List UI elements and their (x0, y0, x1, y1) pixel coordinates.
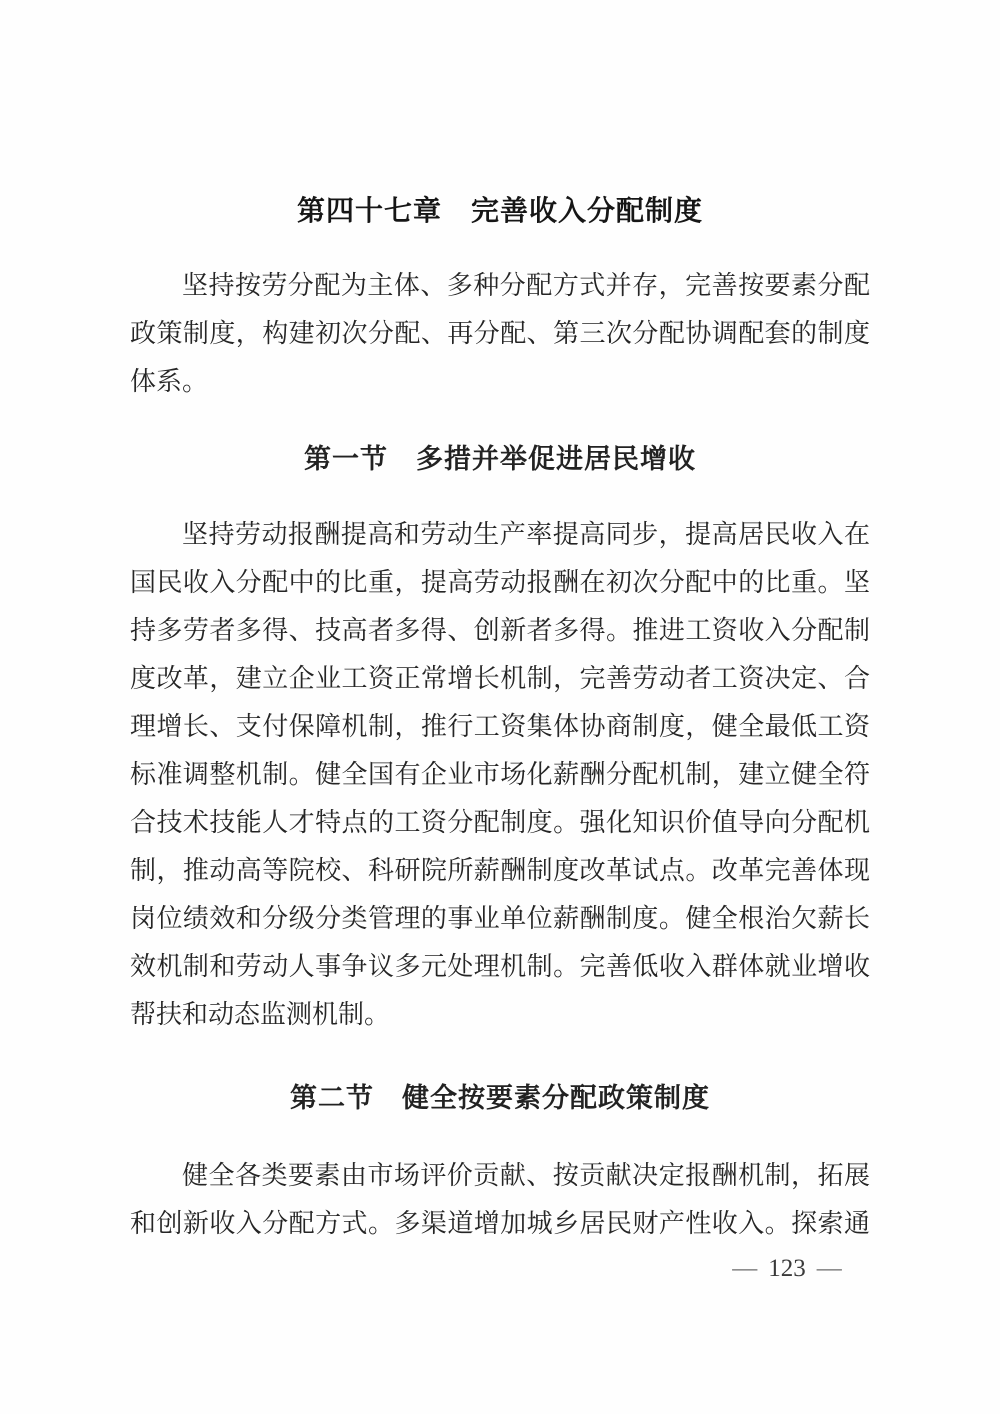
page-number-value: 123 (768, 1255, 806, 1282)
text-line: 效机制和劳动人事争议多元处理机制。完善低收入群体就业增收 (130, 952, 870, 981)
text-line: 岗位绩效和分级分类管理的事业单位薪酬制度。健全根治欠薪长 (130, 904, 870, 933)
text-line: 体系。 (130, 367, 209, 396)
text-line: 坚持按劳分配为主体、多种分配方式并存，完善按要素分配 (182, 271, 870, 300)
text-line: 理增长、支付保障机制，推行工资集体协商制度，健全最低工资 (130, 712, 870, 741)
text-line: 持多劳者多得、技高者多得、创新者多得。推进工资收入分配制 (130, 616, 870, 645)
chapter-title: 第四十七章 完善收入分配制度 (296, 195, 703, 226)
text-line: 政策制度，构建初次分配、再分配、第三次分配协调配套的制度 (130, 319, 870, 348)
text-line: 制，推动高等院校、科研院所薪酬制度改革试点。改革完善体现 (130, 856, 870, 885)
page-number-dash-right: — (816, 1255, 842, 1282)
text-line: 度改革，建立企业工资正常增长机制，完善劳动者工资决定、合 (130, 664, 870, 693)
section-2-paragraph (130, 1152, 870, 1248)
page-number-dash-left: — (732, 1255, 758, 1282)
page-number (707, 1254, 867, 1284)
page-content (130, 193, 870, 1248)
text-line: 健全各类要素由市场评价贡献、按贡献决定报酬机制，拓展 (182, 1161, 870, 1190)
text-line: 合技术技能人才特点的工资分配制度。强化知识价值导向分配机 (130, 808, 870, 837)
text-line: 坚持劳动报酬提高和劳动生产率提高同步，提高居民收入在 (182, 520, 870, 549)
text-line: 国民收入分配中的比重，提高劳动报酬在初次分配中的比重。坚 (130, 568, 870, 597)
section-1-paragraph (130, 511, 870, 1039)
text-line: 帮扶和动态监测机制。 (130, 1000, 391, 1029)
section-1-heading: 第一节 多措并举促进居民增收 (304, 444, 696, 474)
text-line: 标准调整机制。健全国有企业市场化薪酬分配机制，建立健全符 (130, 760, 870, 789)
text-line: 和创新收入分配方式。多渠道增加城乡居民财产性收入。探索通 (130, 1209, 870, 1238)
section-2-heading: 第二节 健全按要素分配政策制度 (290, 1083, 710, 1113)
intro-paragraph (130, 262, 870, 406)
